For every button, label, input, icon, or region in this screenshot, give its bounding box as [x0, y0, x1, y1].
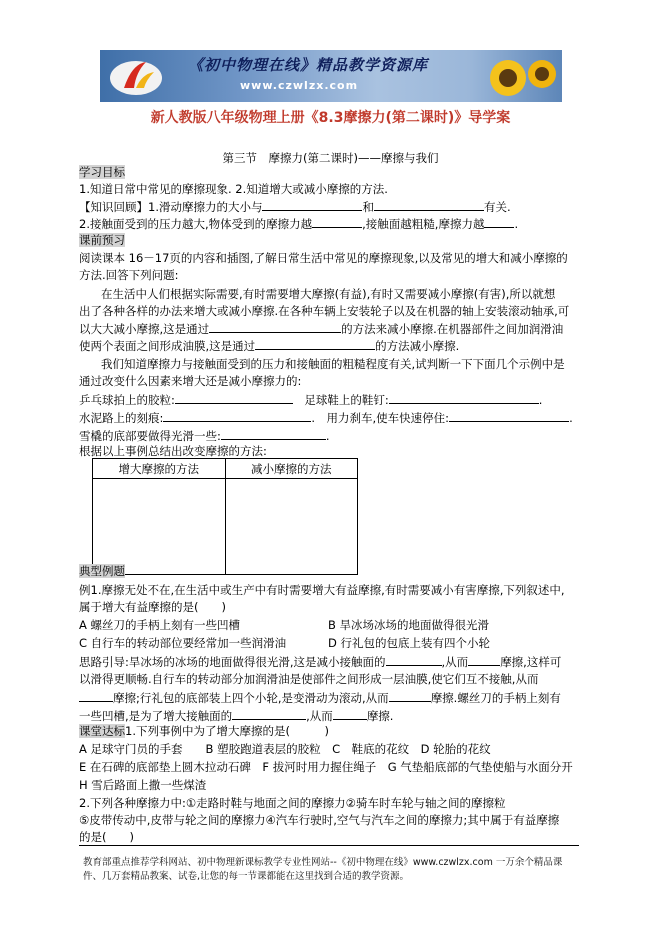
example-q1a: 例1.摩擦无处不在,在生活中或生产中有时需要增大有益摩擦,有时需要减小有害摩擦,下列叙述中, [79, 583, 565, 597]
preview-ex3: 雪橇的底部要做得光滑一些: . [79, 429, 330, 443]
preview-p3a: 我们知道摩擦力与接触面受到的压力和接触面的粗糙程度有关,试判断一下下面几个示例中是 [101, 357, 565, 371]
table-header-decrease: 减小摩擦的方法 [225, 459, 358, 479]
preview-ex2: 水泥路上的刻痕: . 用力刹车,使车快速停住: . [79, 411, 573, 425]
example-thought1: 思路引导:旱冰场的冰场的地面做得很光滑,这是减小接触面的 ,从而 摩擦,这样可 [79, 655, 562, 669]
example-q1b: 属于增大有益摩擦的是( ) [79, 600, 226, 614]
preview-heading: 课前预习 [79, 233, 125, 247]
table-cell [225, 479, 358, 575]
classroom-q2c: 的是( ) [79, 830, 134, 844]
section-title: 第三节 摩擦力(第二课时)——摩擦与我们 [222, 151, 439, 165]
example-opt-d: D 行礼包的包底上装有四个小轮 [328, 636, 491, 650]
preview-p2b: 出了各种各样的办法来增大或减小摩擦.在各种车辆上安装轮子以及在机器的轴上安装滚动轴承,可 [79, 304, 570, 318]
example-opt-a: A 螺丝刀的手柄上刻有一些凹槽 [79, 618, 241, 632]
preview-p3b: 通过改变什么因素来增大还是减小摩擦力的: [79, 374, 302, 388]
classroom-q1: 课堂达标1.下列事例中为了增大摩擦的是( ) [79, 724, 329, 738]
footer [83, 856, 583, 884]
table-cell [93, 479, 226, 575]
example-thought4: 一些凹槽,是为了增大接触面的 ,从而 摩擦. [79, 709, 394, 723]
logo-icon [106, 54, 166, 98]
page-title: 新人教版八年级物理上册《8.3摩擦力(第二课时)》导学案 [150, 110, 511, 126]
preview-p2c: 以大大减小摩擦,这是通过 的方法来减小摩擦.在机器部件之间加润滑油 [79, 322, 564, 336]
example-thought2: 以滑得更顺畅.自行车的转动部分加润滑油是使部件之间形成一层油膜,使它们互不接触,从而 [79, 672, 539, 686]
banner-title: 《初中物理在线》精品教学资源库 [188, 56, 429, 74]
classroom-q1-opts3: H 雪后路面上撒一些煤渣 [79, 778, 207, 792]
site-banner [100, 50, 562, 102]
goals-line1: 1.知道日常中常见的摩擦现象. 2.知道增大或减小摩擦的方法. [79, 182, 388, 196]
preview-p1a: 阅读课本 16－17页的内容和插图,了解日常生活中常见的摩擦现象,以及常见的增大和减小摩擦的 [79, 251, 568, 265]
example-opt-c: C 自行车的转动部位要经常加一些润滑油 [79, 636, 287, 650]
footer-line1: 教育部重点推荐学科网站、初中物理新课标教学专业性网站--《初中物理在线》www.czwlzx.com 一万余个精品课 [83, 857, 563, 868]
goals-line2: 【知识回顾】1.滑动摩擦力的大小与 和 有关. [79, 200, 511, 214]
classroom-q1-opts2: E 在石碑的底部垫上圆木拉动石碑 F 拔河时用力握住绳子 G 气垫船底部的气垫使船与水面分开 [79, 760, 573, 774]
preview-p2a: 在生活中人们根据实际需要,有时需要增大摩擦(有益),有时又需要减小摩擦(有害),所以就想 [101, 287, 556, 301]
classroom-q1-opts1: A 足球守门员的手套 B 塑胶跑道表层的胶粒 C 鞋底的花纹 D 轮胎的花纹 [79, 742, 491, 756]
classroom-heading: 课堂达标 [79, 724, 125, 738]
sunflower-icon [478, 52, 558, 102]
footer-divider [79, 845, 579, 846]
goals-line3: 2.接触面受到的压力越大,物体受到的摩擦力越 ,接触面越粗糙,摩擦力越 . [79, 217, 519, 231]
preview-p1b: 方法.回答下列问题: [79, 268, 179, 282]
banner-url: www.czwlzx.com [240, 79, 359, 92]
example-heading: 典型例题 [79, 564, 125, 578]
preview-ex1: 乒乓球拍上的胶粒: 足球鞋上的鞋钉: . [79, 393, 543, 407]
preview-p2d: 使两个表面之间形成油膜,这是通过 的方法减小摩擦. [79, 339, 460, 353]
classroom-q2b: ⑤皮带传动中,皮带与轮之间的摩擦力④汽车行驶时,空气与汽车之间的摩擦力;其中属于有益摩擦 [79, 813, 560, 827]
classroom-q2a: 2.下列各种摩擦力中:①走路时鞋与地面之间的摩擦力②骑车时车轮与轴之间的摩擦粒 [79, 796, 506, 810]
preview-summary: 根据以上事例总结出改变摩擦的方法: [79, 444, 267, 458]
table-header-increase: 增大摩擦的方法 [93, 459, 226, 479]
goals-heading: 学习目标 [79, 165, 125, 179]
methods-table [92, 458, 358, 575]
example-thought3: 摩擦;行礼包的底部装上四个小轮,是变滑动为滚动,从而 摩擦.螺丝刀的手柄上刻有 [79, 689, 561, 707]
example-opt-b: B 旱冰场冰场的地面做得很光滑 [328, 618, 490, 632]
footer-line2: 件、几万套精品教案、试卷,让您的每一节课都能在这里找到合适的教学资源。 [83, 871, 410, 882]
